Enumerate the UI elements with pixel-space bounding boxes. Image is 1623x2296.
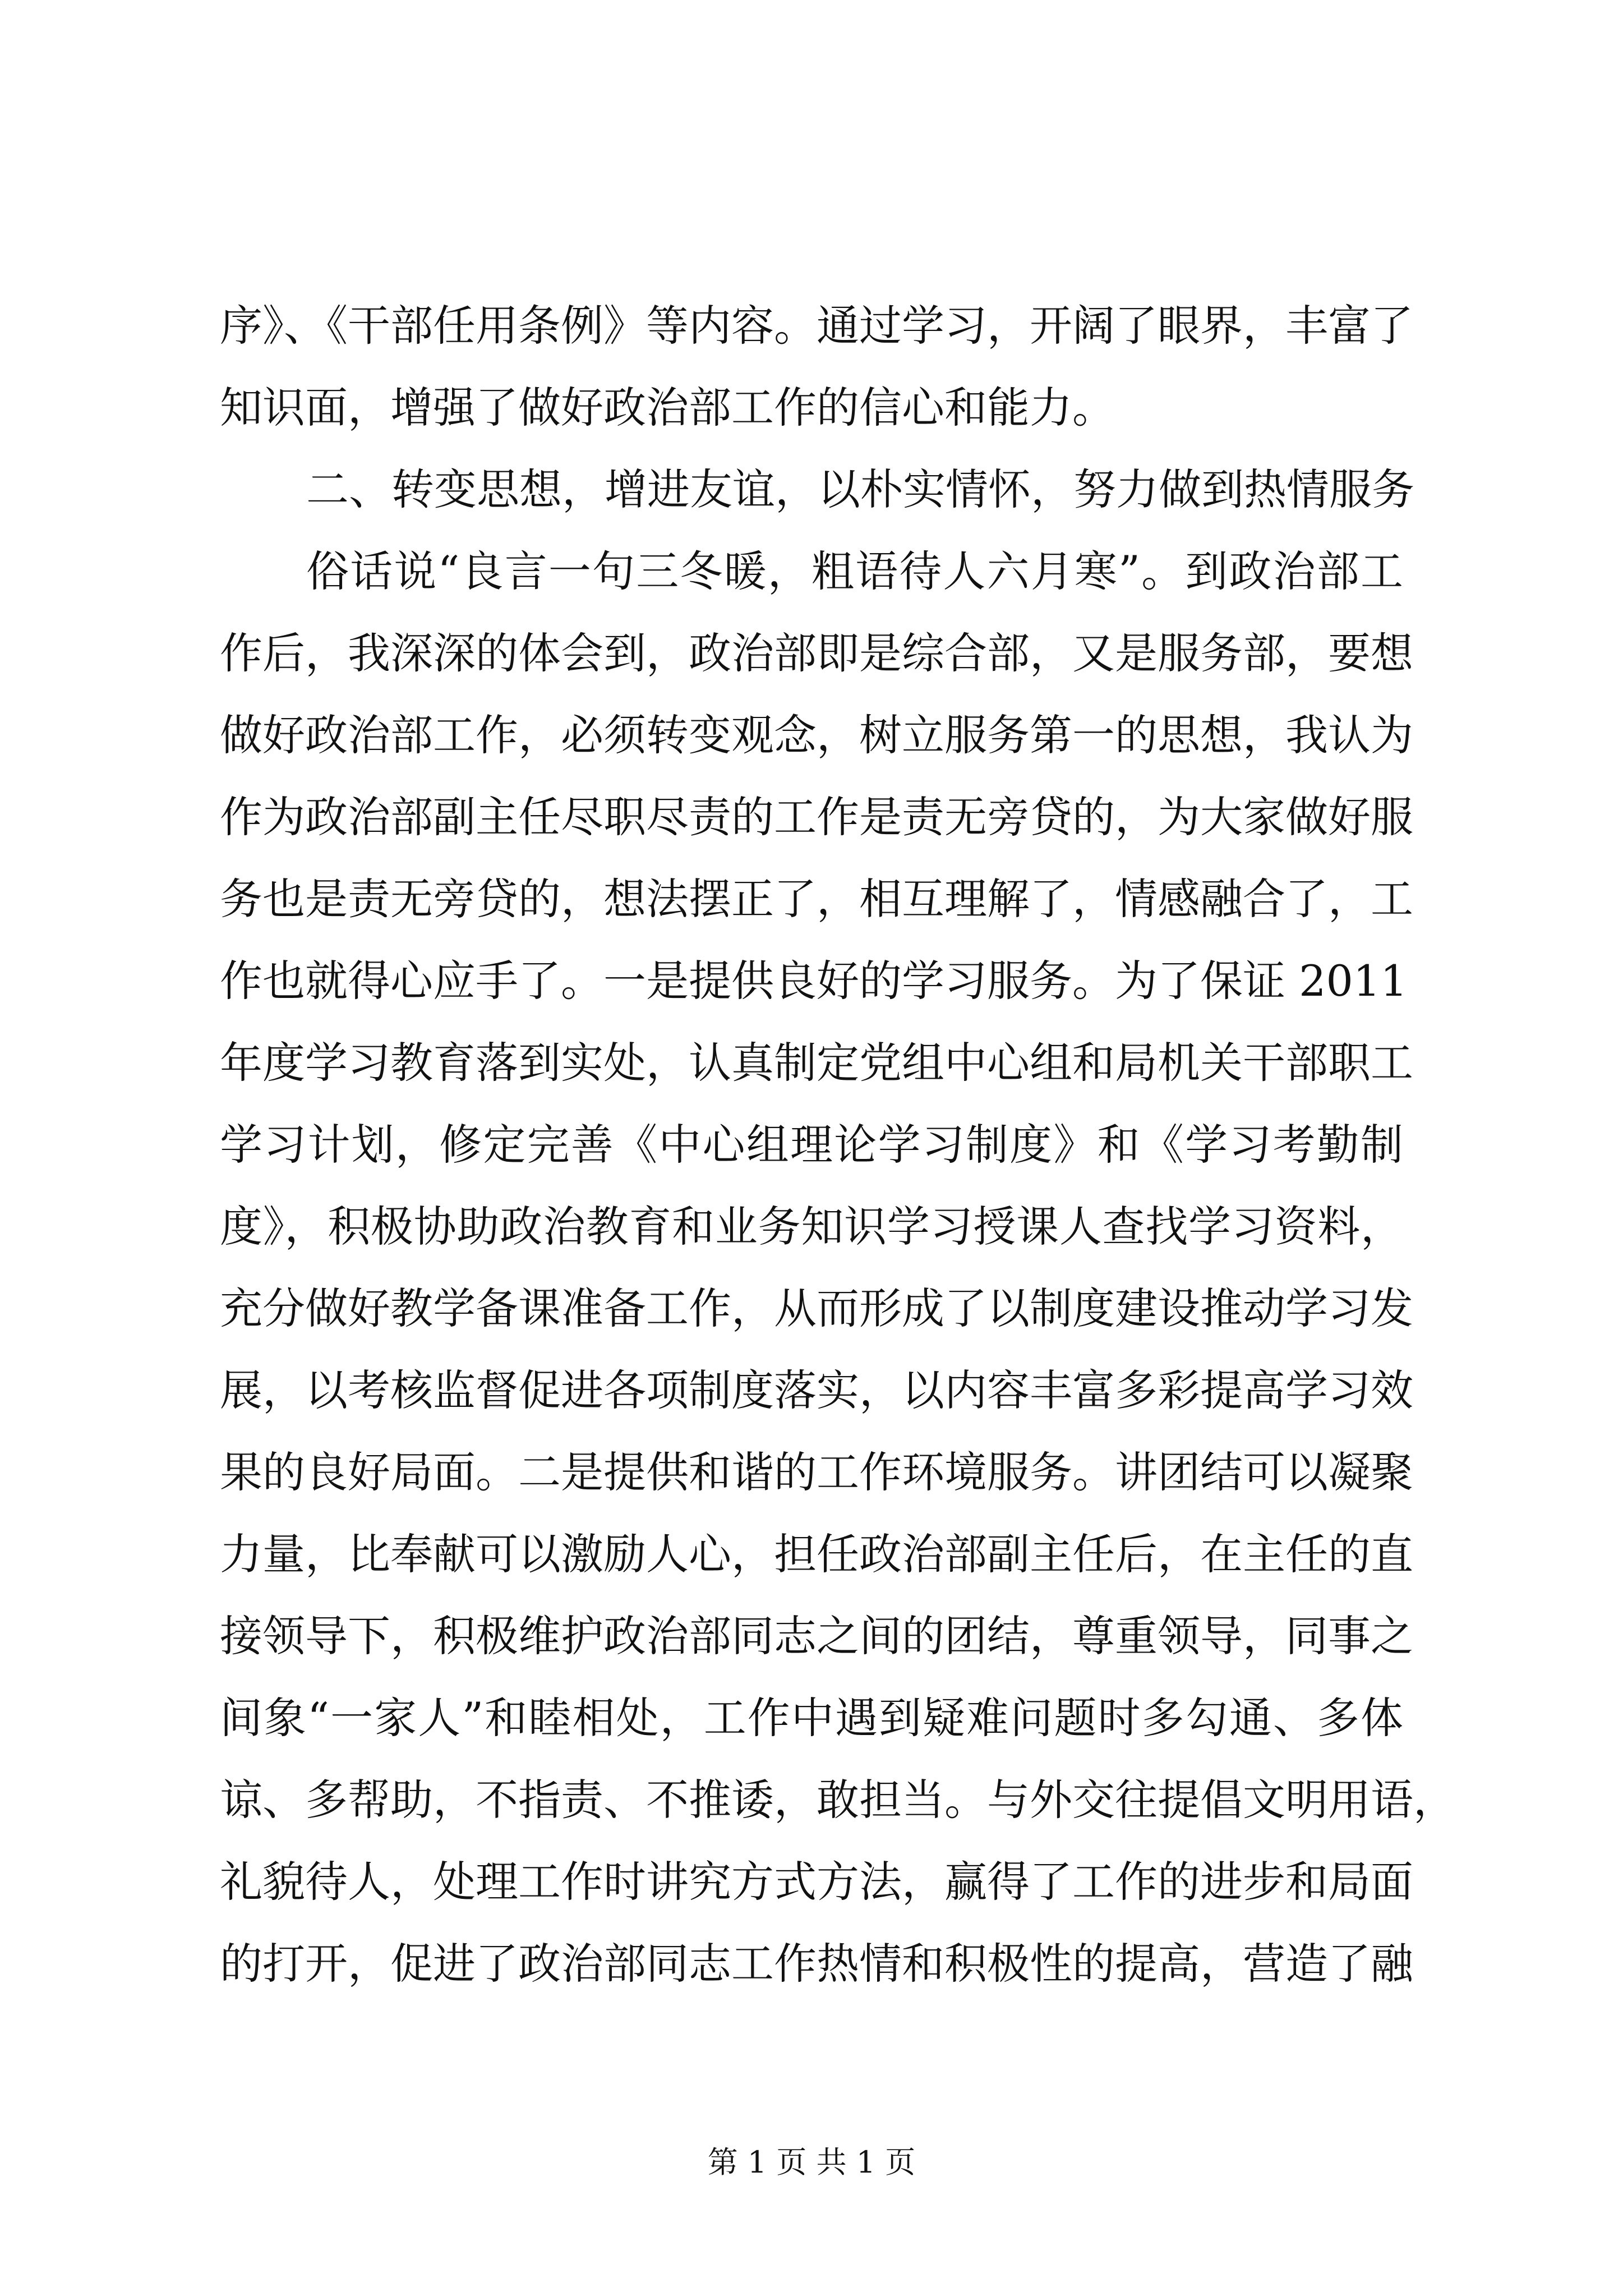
text-line: 知识面，增强了做好政治部工作的信心和能力。 — [220, 383, 1115, 432]
body-text — [220, 285, 1456, 2005]
text-line: 作后，我深深的体会到，政治部即是综合部，又是服务部，要想 — [220, 628, 1413, 678]
text-line: 礼貌待人，处理工作时讲究方式方法，赢得了工作的进步和局面 — [220, 1857, 1413, 1907]
text-line: 学习计划，修定完善《中心组理论学习制度》和《学习考勤制 — [220, 1120, 1403, 1170]
text-line: 谅、多帮助，不指责、不推诿，敢担当。与外交往提倡文明用语， — [220, 1775, 1456, 1825]
text-line: 做好政治部工作，必须转变观念，树立服务第一的思想，我认为 — [220, 710, 1413, 760]
text-line: 序》、《干部任用条例》等内容。通过学习，开阔了眼界，丰富了 — [220, 301, 1413, 351]
page-footer: 第 1 页 共 1 页 — [707, 2145, 916, 2180]
text-line: 充分做好教学备课准备工作，从而形成了以制度建设推动学习发 — [220, 1283, 1413, 1333]
text-line: 果的良好局面。二是提供和谐的工作环境服务。讲团结可以凝聚 — [220, 1447, 1413, 1497]
text-line: 的打开，促进了政治部同志工作热情和积极性的提高，营造了融 — [220, 1939, 1413, 1989]
text-line: 年度学习教育落到实处，认真制定党组中心组和局机关干部职工 — [220, 1038, 1413, 1088]
text-line: 务也是责无旁贷的，想法摆正了，相互理解了，情感融合了，工 — [220, 874, 1413, 924]
text-line: 作为政治部副主任尽职尽责的工作是责无旁贷的，为大家做好服 — [220, 792, 1413, 842]
text-line: 展，以考核监督促进各项制度落实，以内容丰富多彩提高学习效 — [220, 1365, 1413, 1415]
text-line: 度》，积极协助政治教育和业务知识学习授课人查找学习资料， — [220, 1202, 1403, 1251]
text-line: 间象“一家人”和睦相处，工作中遇到疑难问题时多勾通、多体 — [220, 1693, 1403, 1743]
text-line: 作也就得心应手了。一是提供良好的学习服务。为了保证 2011 — [220, 956, 1408, 1006]
text-line: 接领导下，积极维护政治部同志之间的团结，尊重领导，同事之 — [220, 1611, 1413, 1661]
text-line: 力量，比奉献可以激励人心，担任政治部副主任后，在主任的直 — [220, 1529, 1413, 1579]
section-heading: 二、转变思想，增进友谊，以朴实情怀，努力做到热情服务 — [306, 464, 1414, 514]
text-line: 俗话说“良言一句三冬暖，粗语待人六月寒”。到政治部工 — [306, 546, 1403, 596]
